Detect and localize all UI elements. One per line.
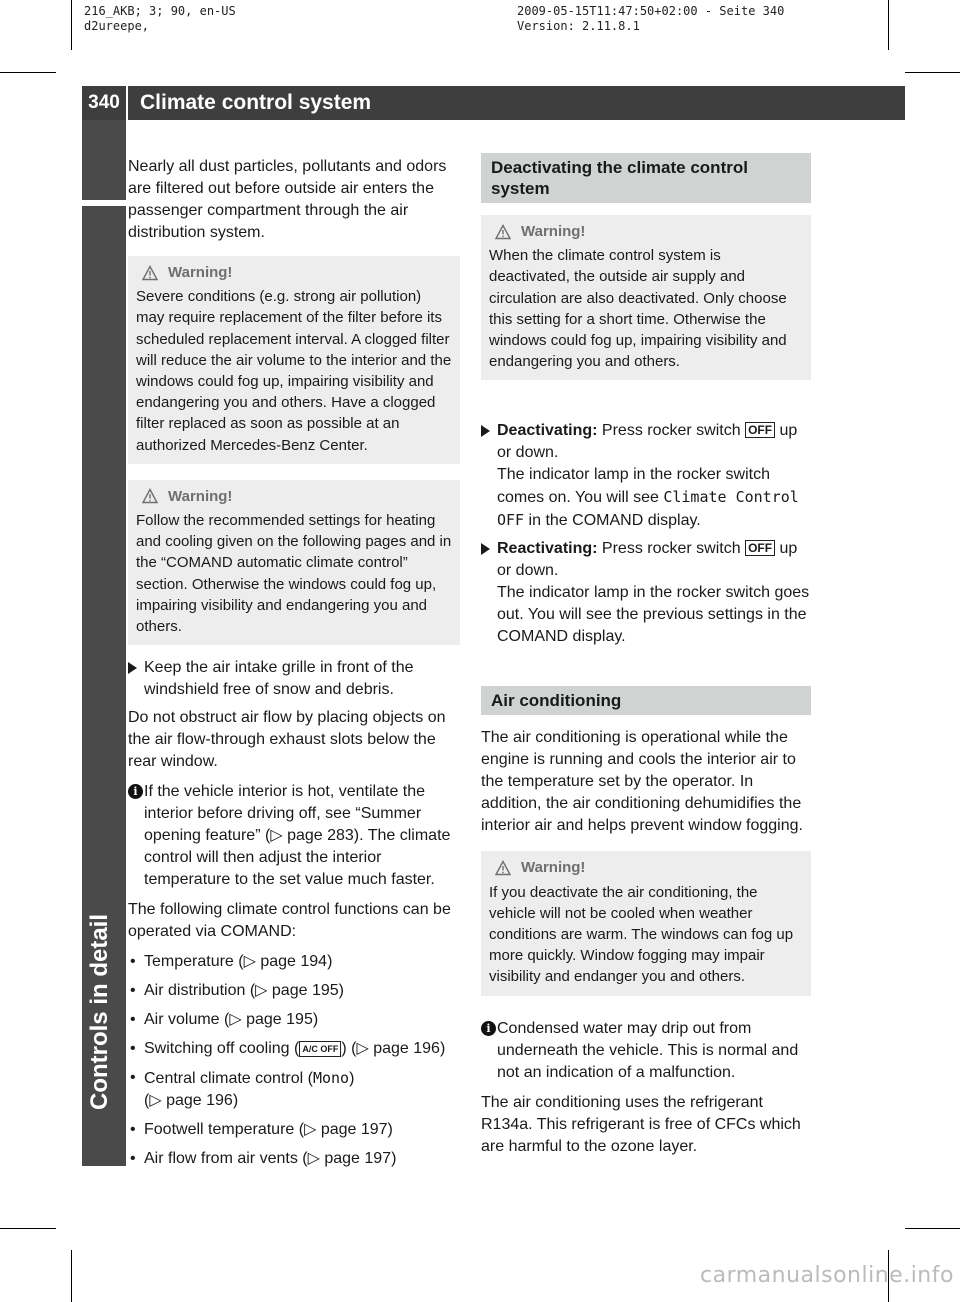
warning-triangle-icon [142, 265, 158, 281]
functions-paragraph: The following climate control functions can be operated via COMAND: [128, 901, 451, 941]
list-item [128, 1067, 460, 1112]
crop-mark [0, 1228, 56, 1229]
list-item-ref: page 196) [166, 1092, 239, 1110]
crop-mark [0, 72, 56, 73]
warning-box [128, 256, 460, 464]
page-ref-arrow-icon: ▷ [270, 827, 288, 845]
page-ref-arrow-icon: ▷ [304, 1121, 321, 1139]
print-meta-line: 216_AKB; 3; 90, en-US [84, 4, 236, 18]
warning-title [495, 857, 803, 878]
refrigerant-paragraph: The air conditioning uses the refrigerant R134a. This refrigerant is free of CFCs which are harmful to the ozone layer. [481, 1093, 801, 1155]
warning-text: Severe conditions (e.g. strong air pollution) may require replacement of the filter before its scheduled replacement interval. A clogged filter will reduce the air volume to the interior and the windows could fog up, impairing visibility and endangering you and others. Have a clogged filter replaced as soon as possible at an authorized Mercedes-Benz Center. [136, 288, 452, 454]
list-item-ref: page 194) [260, 953, 333, 971]
info-icon: i [481, 1021, 496, 1036]
list-item-text: ) ( [341, 1040, 357, 1058]
list-item [128, 1148, 460, 1170]
step-keep-grille [128, 657, 460, 701]
step-text: The indicator lamp in the rocker switch goes out. You will see the previous settings in the COMAND display. [497, 584, 810, 646]
step-text: up or down. [497, 540, 798, 580]
list-item [128, 980, 460, 1002]
crop-mark [71, 1250, 72, 1302]
side-tab-top [82, 120, 126, 206]
print-meta-left [84, 4, 236, 34]
crop-mark [905, 1228, 960, 1229]
print-meta-line: Version: 2.11.8.1 [517, 19, 640, 33]
warning-title-text: Warning! [521, 223, 586, 240]
page-ref-arrow-icon: ▷ [307, 1150, 325, 1168]
crop-mark [905, 72, 960, 73]
footer-watermark: carmanualsonline.info [700, 1263, 954, 1288]
page-ref-arrow-icon: ▷ [229, 1011, 247, 1029]
warning-box [128, 480, 460, 645]
step-deactivating [481, 420, 811, 532]
step-text: up or down. [497, 422, 798, 462]
warning-triangle-icon [142, 488, 158, 504]
left-column [128, 156, 460, 1177]
right-column [481, 153, 811, 1166]
page-ref-arrow-icon: ▷ [243, 953, 261, 971]
print-meta-line: 2009-05-15T11:47:50+02:00 - Seite 340 [517, 4, 785, 18]
list-item [128, 1119, 460, 1141]
crop-mark [71, 0, 72, 50]
step-text: in the COMAND display. [528, 512, 701, 530]
warning-title-text: Warning! [521, 859, 586, 877]
header-divider [126, 86, 128, 120]
display-text: Climate Control OFF [497, 488, 799, 530]
warning-text: If you deactivate the air conditioning, the vehicle will not be cooled when weather conditions are warm. The windows can fog up more quickly. Window fogging may impair visibility and endanger you and others. [489, 883, 794, 986]
warning-box [481, 215, 811, 380]
list-item [128, 1038, 460, 1060]
list-item-text: ( [144, 1092, 150, 1110]
list-item-text: Air volume ( [144, 1011, 230, 1029]
list-item-ref: page 195) [271, 982, 344, 1000]
off-key-icon: OFF [745, 422, 775, 438]
step-text: Press rocker switch [601, 422, 741, 440]
info-text: Condensed water may drip out from underneath the vehicle. This is normal and not an indication of a malfunction. [497, 1019, 799, 1081]
warning-title [142, 486, 452, 507]
info-note [128, 781, 460, 891]
list-item-text: Air flow from air vents ( [144, 1150, 308, 1168]
warning-title-text: Warning! [168, 264, 233, 281]
list-item [128, 951, 460, 973]
warning-title-text: Warning! [168, 487, 233, 505]
ac-paragraph: The air conditioning is operational while the engine is running and cools the interior air to the temperature set by the operator. In addition, the air conditioning dehumidifies the interior air and helps prevent window fogging. [481, 729, 803, 835]
step-label: Reactivating: [497, 540, 598, 558]
warning-triangle-icon [495, 860, 511, 876]
list-item-text: Switching off cooling ( [144, 1040, 300, 1058]
step-text: The indicator lamp in the rocker switch comes on. You will see [497, 466, 770, 507]
list-item-text: Central climate control ( [144, 1070, 313, 1088]
warning-box [481, 851, 811, 995]
info-text-ref: page 283). The climate control will then adjust the interior temperature to the set value much faster. [144, 827, 451, 889]
off-key-icon: OFF [745, 540, 775, 556]
page-ref-arrow-icon: ▷ [255, 982, 272, 1000]
section-heading: Deactivating the climate control system [481, 153, 811, 203]
warning-text: Follow the recommended settings for heating and cooling given on the following pages and in the “COMAND automatic climate control” section. Otherwise the windows could fog up, impairing visibility and endangering you and others. [136, 512, 452, 636]
list-item-text: Footwell temperature ( [144, 1121, 305, 1139]
warning-title [495, 221, 803, 242]
chapter-title: Climate control system [140, 91, 372, 114]
list-item-text: Air distribution ( [144, 982, 256, 1000]
print-meta-line: d2ureepe, [84, 19, 150, 33]
list-item-ref: page 197) [320, 1121, 393, 1139]
list-item-ref: page 196) [373, 1040, 446, 1058]
step-arrow-icon [481, 425, 490, 437]
warning-title [142, 262, 452, 283]
section-heading: Air conditioning [481, 686, 811, 715]
list-item-text: Temperature ( [144, 953, 244, 971]
page-ref-arrow-icon: ▷ [149, 1092, 167, 1110]
side-tab-label: Controls in detail [86, 913, 113, 1110]
print-meta-right [517, 4, 784, 34]
info-text: If the vehicle interior is hot, ventilate the interior before driving off, see “Summer opening feature” ( [144, 783, 426, 845]
list-item-text: ) [349, 1070, 355, 1088]
step-reactivating [481, 538, 811, 648]
page-ref-arrow-icon: ▷ [356, 1040, 374, 1058]
warning-triangle-icon [495, 224, 511, 240]
intro-paragraph: Nearly all dust particles, pollutants and odors are filtered out before outside air enters the passenger compartment through the air distribution system. [128, 158, 447, 241]
info-note [481, 1018, 811, 1084]
crop-mark [888, 0, 889, 50]
list-item-ref: page 195) [246, 1011, 319, 1029]
display-text: Mono [312, 1069, 350, 1088]
obstruct-paragraph: Do not obstruct air flow by placing objects on the air flow-through exhaust slots below the rear window. [128, 709, 446, 771]
warning-text: When the climate control system is deactivated, the outside air supply and circulation are also deactivated. Only choose this setting for a short time. Otherwise the windows could fog up, impairing visibility and endangering you and others. [489, 247, 787, 371]
step-text: Press rocker switch [601, 540, 741, 558]
step-label: Deactivating: [497, 422, 598, 440]
step-text: Keep the air intake grille in front of the windshield free of snow and debris. [144, 659, 414, 699]
info-icon: i [128, 784, 143, 799]
page-number: 340 [88, 92, 120, 113]
ac-off-key-icon: A/C OFF [299, 1041, 341, 1057]
list-item [128, 1009, 460, 1031]
list-item-ref: page 197) [324, 1150, 397, 1168]
step-arrow-icon [128, 662, 137, 674]
step-arrow-icon [481, 543, 490, 555]
